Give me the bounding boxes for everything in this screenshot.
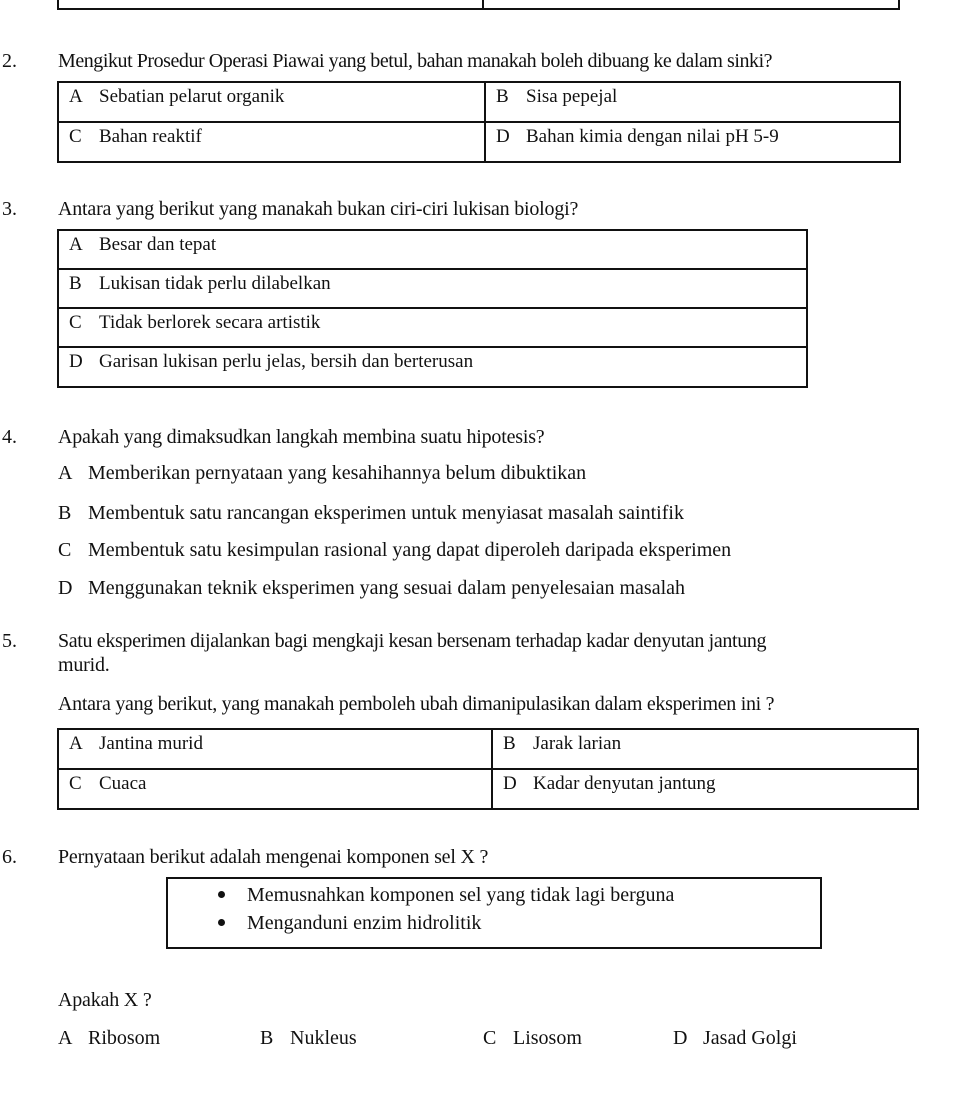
option-c[interactable] xyxy=(58,122,485,162)
option-label: D xyxy=(69,351,83,372)
option-c[interactable] xyxy=(58,769,492,809)
option-label: B xyxy=(496,86,509,107)
previous-table-divider xyxy=(482,0,484,8)
option-text: Memberikan pernyataan yang kesahihannya belum dibuktikan xyxy=(88,462,587,484)
option-label: C xyxy=(69,312,82,333)
question-text-line-2: murid. xyxy=(58,654,110,676)
option-a[interactable] xyxy=(58,729,492,769)
option-d[interactable] xyxy=(492,769,918,809)
options-stack xyxy=(57,229,808,388)
question-text-line-1: Satu eksperimen dijalankan bagi mengkaji kesan bersenam terhadap kadar denyutan jantung xyxy=(58,630,767,652)
option-label: D xyxy=(58,577,73,599)
option-label: C xyxy=(69,126,82,147)
option-label: A xyxy=(69,733,83,754)
option-a[interactable] xyxy=(58,461,586,485)
option-d[interactable] xyxy=(673,1026,797,1050)
option-text: Tidak berlorek secara artistik xyxy=(99,312,321,333)
option-text: Nukleus xyxy=(290,1027,357,1049)
previous-table-remnant xyxy=(57,0,900,10)
option-b[interactable] xyxy=(58,501,684,525)
option-a[interactable] xyxy=(58,82,485,122)
option-c[interactable] xyxy=(59,309,806,348)
option-text: Lukisan tidak perlu dilabelkan xyxy=(99,273,331,294)
option-text: Ribosom xyxy=(88,1027,161,1049)
question-text: Mengikut Prosedur Operasi Piawai yang betul, bahan manakah boleh dibuang ke dalam sinki? xyxy=(58,50,773,72)
option-label: D xyxy=(673,1027,688,1049)
question-number: 5. xyxy=(2,630,17,652)
option-label: C xyxy=(69,773,82,794)
bullet-icon xyxy=(218,891,225,898)
option-text: Menggunakan teknik eksperimen yang sesuai dalam penyelesaian masalah xyxy=(88,577,686,599)
options-table xyxy=(57,728,919,810)
option-text: Lisosom xyxy=(513,1027,582,1049)
option-a[interactable] xyxy=(59,231,806,270)
option-text: Kadar denyutan jantung xyxy=(533,773,716,794)
option-text: Jarak larian xyxy=(533,733,622,754)
option-text: Sisa pepejal xyxy=(526,86,618,107)
statement-text: Menganduni enzim hidrolitik xyxy=(247,912,482,934)
option-label: C xyxy=(483,1027,497,1049)
statement-box xyxy=(166,877,822,949)
statement-item xyxy=(218,883,674,907)
option-b[interactable] xyxy=(260,1026,357,1050)
option-text: Bahan kimia dengan nilai pH 5-9 xyxy=(526,126,779,147)
option-b[interactable] xyxy=(492,729,918,769)
option-label: B xyxy=(260,1027,274,1049)
option-d[interactable] xyxy=(59,348,806,386)
options-table xyxy=(57,81,901,163)
option-c[interactable] xyxy=(58,538,731,562)
option-a[interactable] xyxy=(58,1026,160,1050)
question-text: Pernyataan berikut adalah mengenai komponen sel X ? xyxy=(58,846,489,868)
option-label: D xyxy=(496,126,510,147)
option-label: A xyxy=(58,462,73,484)
question-number: 6. xyxy=(2,846,17,868)
option-text: Besar dan tepat xyxy=(99,234,217,255)
option-label: A xyxy=(69,86,83,107)
option-d[interactable] xyxy=(58,576,685,600)
option-text: Bahan reaktif xyxy=(99,126,202,147)
question-prompt: Apakah X ? xyxy=(58,989,152,1011)
option-label: B xyxy=(503,733,516,754)
question-prompt: Antara yang berikut, yang manakah pemboleh ubah dimanipulasikan dalam eksperimen ini ? xyxy=(58,693,775,715)
question-number: 2. xyxy=(2,50,17,72)
option-label: C xyxy=(58,539,72,561)
question-number: 4. xyxy=(2,426,17,448)
question-text: Antara yang berikut yang manakah bukan ciri-ciri lukisan biologi? xyxy=(58,198,579,220)
question-text: Apakah yang dimaksudkan langkah membina suatu hipotesis? xyxy=(58,426,545,448)
bullet-icon xyxy=(218,919,225,926)
option-b[interactable] xyxy=(485,82,900,122)
option-b[interactable] xyxy=(59,270,806,309)
option-text: Jasad Golgi xyxy=(703,1027,797,1049)
statement-item xyxy=(218,911,481,935)
option-text: Membentuk satu rancangan eksperimen untuk menyiasat masalah saintifik xyxy=(88,502,684,524)
question-number: 3. xyxy=(2,198,17,220)
option-label: A xyxy=(58,1027,73,1049)
option-text: Sebatian pelarut organik xyxy=(99,86,285,107)
option-label: D xyxy=(503,773,517,794)
option-text: Jantina murid xyxy=(99,733,203,754)
option-label: B xyxy=(69,273,82,294)
statement-text: Memusnahkan komponen sel yang tidak lagi berguna xyxy=(247,884,675,906)
option-text: Cuaca xyxy=(99,773,147,794)
option-d[interactable] xyxy=(485,122,900,162)
option-label: A xyxy=(69,234,83,255)
option-label: B xyxy=(58,502,72,524)
option-text: Membentuk satu kesimpulan rasional yang dapat diperoleh daripada eksperimen xyxy=(88,539,732,561)
option-c[interactable] xyxy=(483,1026,582,1050)
option-text: Garisan lukisan perlu jelas, bersih dan berterusan xyxy=(99,351,474,372)
